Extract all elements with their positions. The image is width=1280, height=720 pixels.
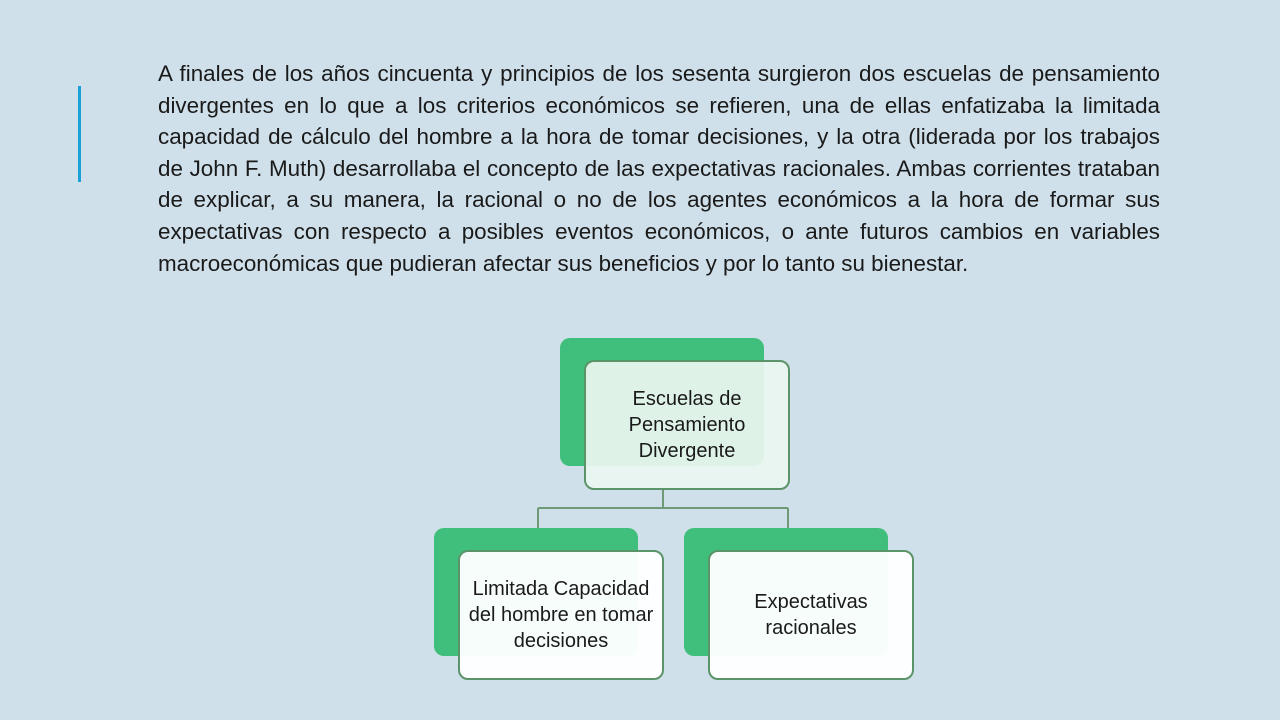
node-child-rational-expectations bbox=[684, 528, 914, 682]
node-root bbox=[560, 338, 790, 492]
intro-paragraph: A finales de los años cincuenta y principios de los sesenta surgieron dos escuelas de pensamiento divergentes en lo que a los criterios económicos se refieren, una de ellas enfatizaba la limitada capacidad de cálculo del hombre a la hora de tomar decisiones, y la otra (liderada por los trabajos de John F. Muth) desarrollaba el concepto de las expectativas racionales. Ambas corrientes trataban de explicar, a su manera, la racional o no de los agentes económicos a la hora de formar sus expectativas con respecto a posibles eventos económicos, o ante futuros cambios en variables macroeconómicas que pudieran afectar sus beneficios y por lo tanto su bienestar. bbox=[158, 61, 1160, 276]
node-root-label: Escuelas de Pensamiento Divergente bbox=[584, 360, 790, 490]
accent-bar bbox=[78, 86, 81, 182]
node-child-right-label: Expectativas racionales bbox=[708, 550, 914, 680]
node-child-limited-capacity bbox=[434, 528, 664, 682]
connector-lines bbox=[538, 490, 788, 528]
node-child-left-label: Limitada Capacidad del hombre en tomar decisiones bbox=[458, 550, 664, 680]
